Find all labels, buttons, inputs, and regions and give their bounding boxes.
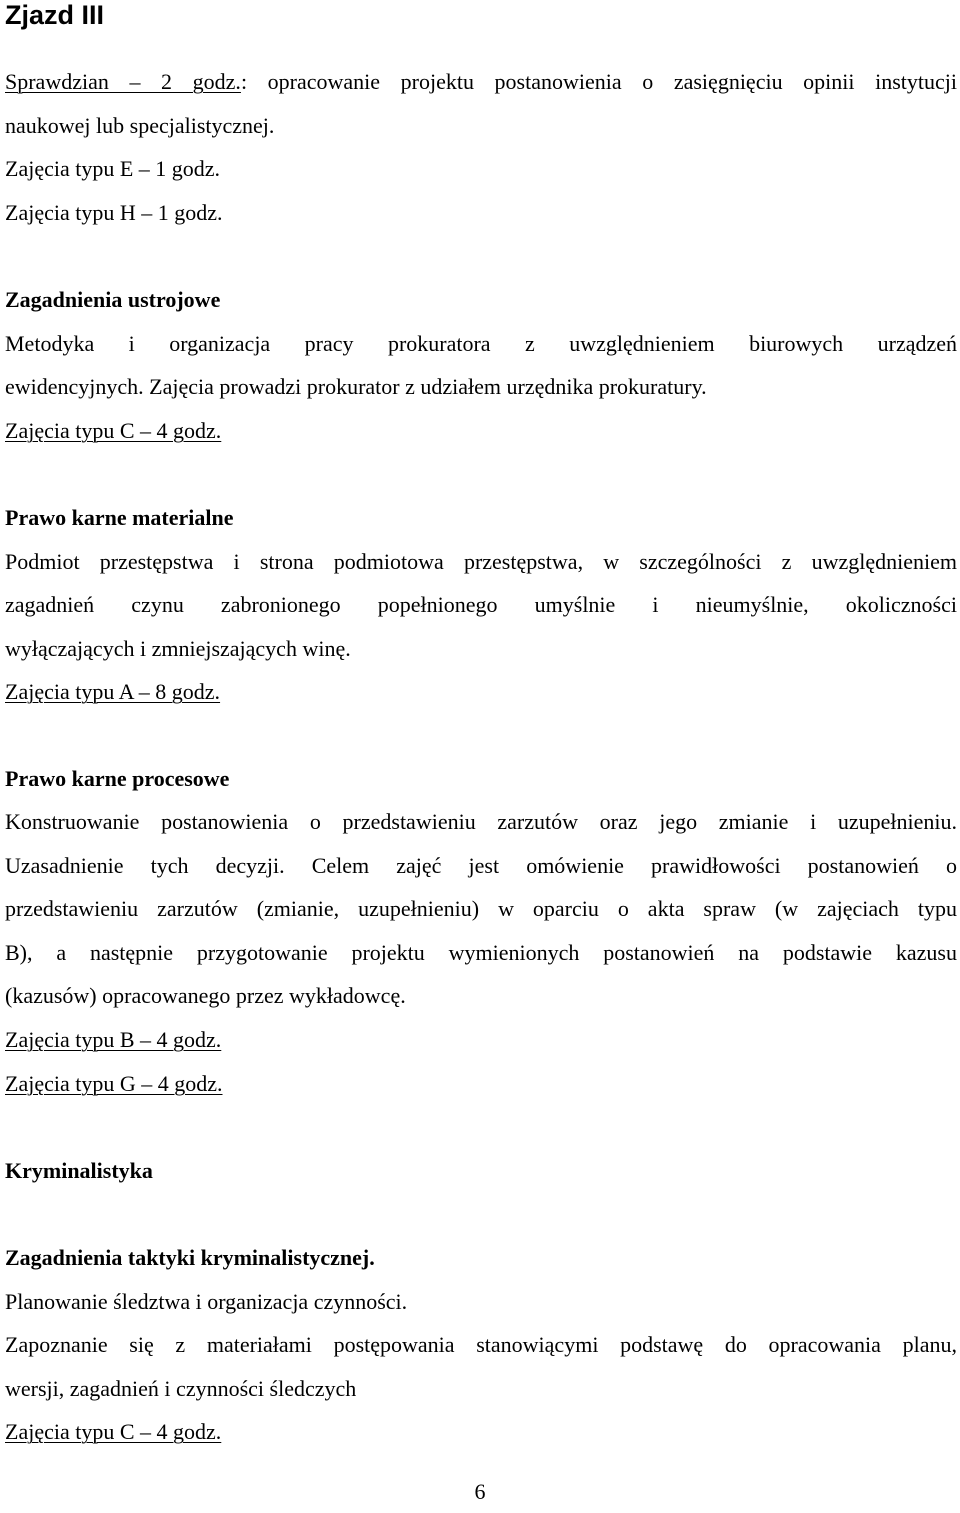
page-title: Zjazd III <box>5 0 105 30</box>
paragraph-line: Zapoznanie się z materiałami postępowania stanowiącymi podstawę do opracowania planu, <box>5 1332 957 1358</box>
class-type-b: Zajęcia typu B – 4 godz. <box>5 1027 222 1053</box>
paragraph-line: wyłączających i zmniejszających winę. <box>5 635 351 661</box>
section-heading: Prawo karne materialne <box>5 504 234 530</box>
exam-label: Sprawdzian – 2 godz. <box>5 69 241 94</box>
paragraph-line: Konstruowanie postanowienia o przedstawieniu zarzutów oraz jego zmianie i uzupełnieniu. <box>5 809 957 835</box>
section-prawo-karne-procesowe <box>5 757 957 1106</box>
section-heading: Kryminalistyka <box>5 1157 153 1183</box>
paragraph-line: ewidencyjnych. Zajęcia prowadzi prokurator z udziałem urzędnika prokuratury. <box>5 374 707 400</box>
paragraph-line: (kazusów) opracowanego przez wykładowcę. <box>5 983 406 1009</box>
subsection-heading: Zagadnienia taktyki kryminalistycznej. <box>5 1245 375 1271</box>
class-type-h: Zajęcia typu H – 1 godz. <box>5 199 223 225</box>
class-type-e: Zajęcia typu E – 1 godz. <box>5 156 221 182</box>
section-prawo-karne-materialne <box>5 496 957 714</box>
class-type-g: Zajęcia typu G – 4 godz. <box>5 1070 223 1096</box>
exam-description: : opracowanie projektu postanowienia o zasięgnięciu opinii instytucji <box>240 69 957 94</box>
paragraph-line: Uzasadnienie tych decyzji. Celem zajęć jest omówienie prawidłowości postanowień o <box>5 852 957 878</box>
spacer-line <box>5 1192 957 1236</box>
paragraph-line: wersji, zagadnień i czynności śledczych <box>5 1375 357 1401</box>
paragraph-line: B), a następnie przygotowanie projektu wymienionych postanowień na podstawie kazusu <box>5 939 957 965</box>
page-number: 6 <box>474 1479 486 1504</box>
class-type-c: Zajęcia typu C – 4 godz. <box>5 417 222 443</box>
paragraph-line: Metodyka i organizacja pracy prokuratora z uwzględnieniem biurowych urządzeń <box>5 330 957 356</box>
paragraph-line: zagadnień czynu zabronionego popełnionego umyślnie i nieumyślnie, okoliczności <box>5 592 957 618</box>
paragraph-line: Podmiot przestępstwa i strona podmiotowa przestępstwa, w szczególności z uwzględnieniem <box>5 548 957 574</box>
exam-line <box>5 60 957 104</box>
exam-section <box>5 60 957 234</box>
section-zagadnienia-ustrojowe <box>5 278 957 452</box>
exam-description-cont: naukowej lub specjalistycznej. <box>5 112 275 138</box>
section-heading: Zagadnienia ustrojowe <box>5 286 221 312</box>
document-page <box>5 0 957 1454</box>
class-type-c: Zajęcia typu C – 4 godz. <box>5 1419 222 1445</box>
paragraph-line: Planowanie śledztwa i organizacja czynności. <box>5 1288 408 1314</box>
class-type-a: Zajęcia typu A – 8 godz. <box>5 679 221 705</box>
section-heading: Prawo karne procesowe <box>5 765 230 791</box>
section-kryminalistyka <box>5 1149 957 1454</box>
paragraph-line: przedstawieniu zarzutów (zmianie, uzupełnieniu) w oparciu o akta spraw (w zajęciach typu <box>5 896 957 922</box>
